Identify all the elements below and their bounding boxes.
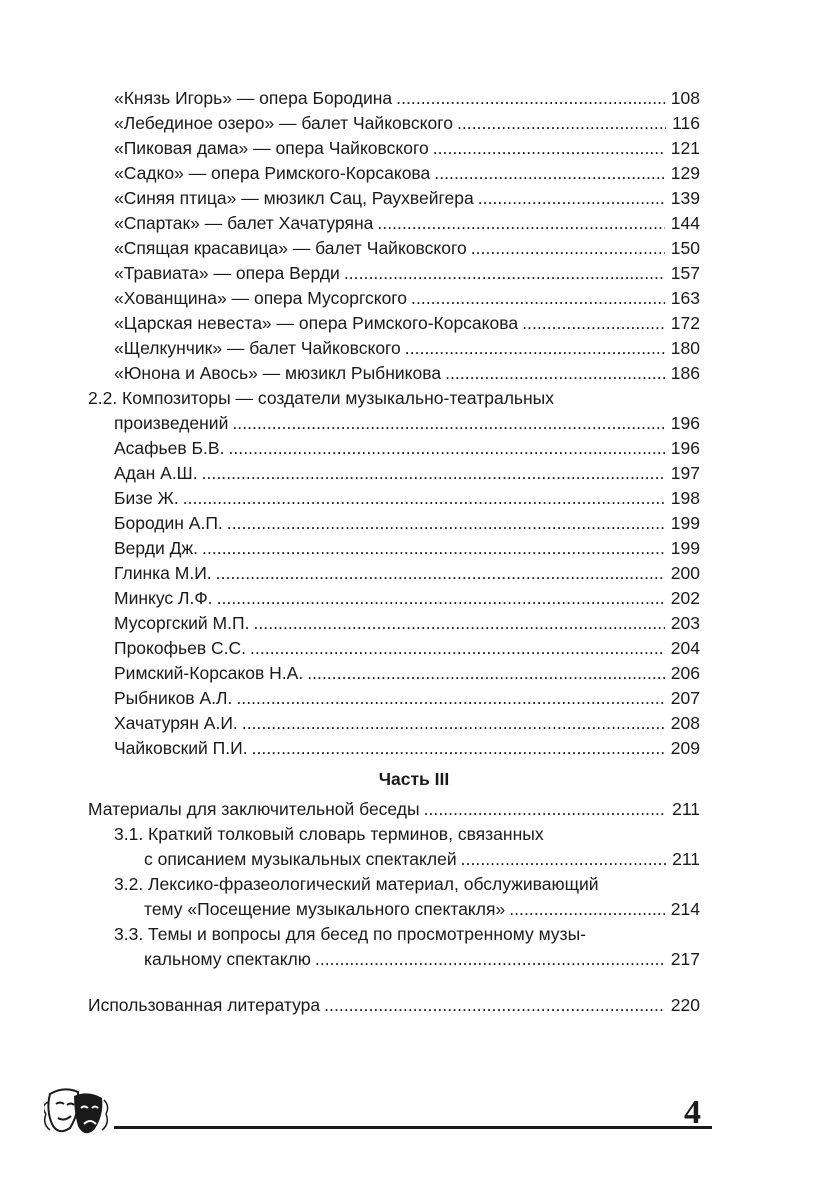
- theatre-masks-icon: [44, 1084, 110, 1142]
- toc-entry[interactable]: «Хованщина» — опера Мусоргского . . . 163: [88, 286, 700, 311]
- toc-entry: тему «Посещение музыкального спектакля» . . . 214: [88, 897, 700, 922]
- toc-entry[interactable]: «Спящая красавица» — балет Чайковского . . . 150: [88, 236, 700, 261]
- toc-entry[interactable]: «Щелкунчик» — балет Чайковского . . . 180: [88, 336, 700, 361]
- toc-entry[interactable]: Адан А.Ш. . . . 197: [88, 461, 700, 486]
- toc-entry[interactable]: Верди Дж. . . . 199: [88, 536, 700, 561]
- section-3-3[interactable]: [88, 922, 700, 972]
- toc-entry[interactable]: «Лебединое озеро» — балет Чайковского . . . 116: [88, 111, 700, 136]
- page-number: 4: [684, 1094, 701, 1131]
- toc-entry[interactable]: Материалы для заключительной беседы . . . 211: [88, 797, 700, 822]
- toc-entry: с описанием музыкальных спектаклей . . . 211: [88, 847, 700, 872]
- footer-rule: [114, 1126, 712, 1129]
- section-3-1[interactable]: [88, 822, 700, 872]
- toc-entry[interactable]: Мусоргский М.П. . . . 203: [88, 611, 700, 636]
- toc-entry[interactable]: «Юнона и Авось» — мюзикл Рыбникова . . . 186: [88, 361, 700, 386]
- section-2-2-heading[interactable]: [88, 386, 700, 436]
- toc-entry[interactable]: «Синяя птица» — мюзикл Сац, Раухвейгера . . . 139: [88, 186, 700, 211]
- table-of-contents: [88, 86, 700, 1018]
- toc-entry[interactable]: Бородин А.П. . . . 199: [88, 511, 700, 536]
- section-title-line: 3.2. Лексико-фразеологический материал, обслуживающий: [114, 874, 599, 894]
- toc-entry[interactable]: «Пиковая дама» — опера Чайковского . . . 121: [88, 136, 700, 161]
- toc-entry[interactable]: Бизе Ж. . . . 198: [88, 486, 700, 511]
- composer-list: [88, 436, 700, 761]
- opera-list: [88, 86, 700, 386]
- toc-entry[interactable]: Асафьев Б.В. . . . 196: [88, 436, 700, 461]
- toc-entry[interactable]: Минкус Л.Ф. . . . 202: [88, 586, 700, 611]
- toc-entry[interactable]: Глинка М.И. . . . 200: [88, 561, 700, 586]
- section-title-line: 3.1. Краткий толковый словарь терминов, связанных: [114, 824, 544, 844]
- toc-entry: произведений . . . 196: [88, 411, 700, 436]
- section-title-line: 3.3. Темы и вопросы для бесед по просмотренному музы-: [114, 924, 586, 944]
- toc-entry[interactable]: «Садко» — опера Римского-Корсакова . . . 129: [88, 161, 700, 186]
- toc-entry[interactable]: «Травиата» — опера Верди . . . 157: [88, 261, 700, 286]
- part-3-heading: Часть III: [378, 769, 450, 789]
- section-3-2[interactable]: [88, 872, 700, 922]
- section-title-line: 2.2. Композиторы — создатели музыкально-театральных: [88, 388, 555, 408]
- toc-entry: кальному спектаклю . . . 217: [88, 947, 700, 972]
- toc-entry[interactable]: Рыбников А.Л. . . . 207: [88, 686, 700, 711]
- toc-entry[interactable]: «Царская невеста» — опера Римского-Корсакова . . . 172: [88, 311, 700, 336]
- toc-entry[interactable]: Чайковский П.И. . . . 209: [88, 736, 700, 761]
- toc-entry[interactable]: Римский-Корсаков Н.А. . . . 206: [88, 661, 700, 686]
- toc-entry[interactable]: Прокофьев С.С. . . . 204: [88, 636, 700, 661]
- toc-entry-literature[interactable]: Использованная литература . . . 220: [88, 993, 700, 1018]
- toc-entry[interactable]: «Спартак» — балет Хачатуряна . . . 144: [88, 211, 700, 236]
- toc-entry[interactable]: «Князь Игорь» — опера Бородина . . . 108: [88, 86, 700, 111]
- toc-entry[interactable]: Хачатурян А.И. . . . 208: [88, 711, 700, 736]
